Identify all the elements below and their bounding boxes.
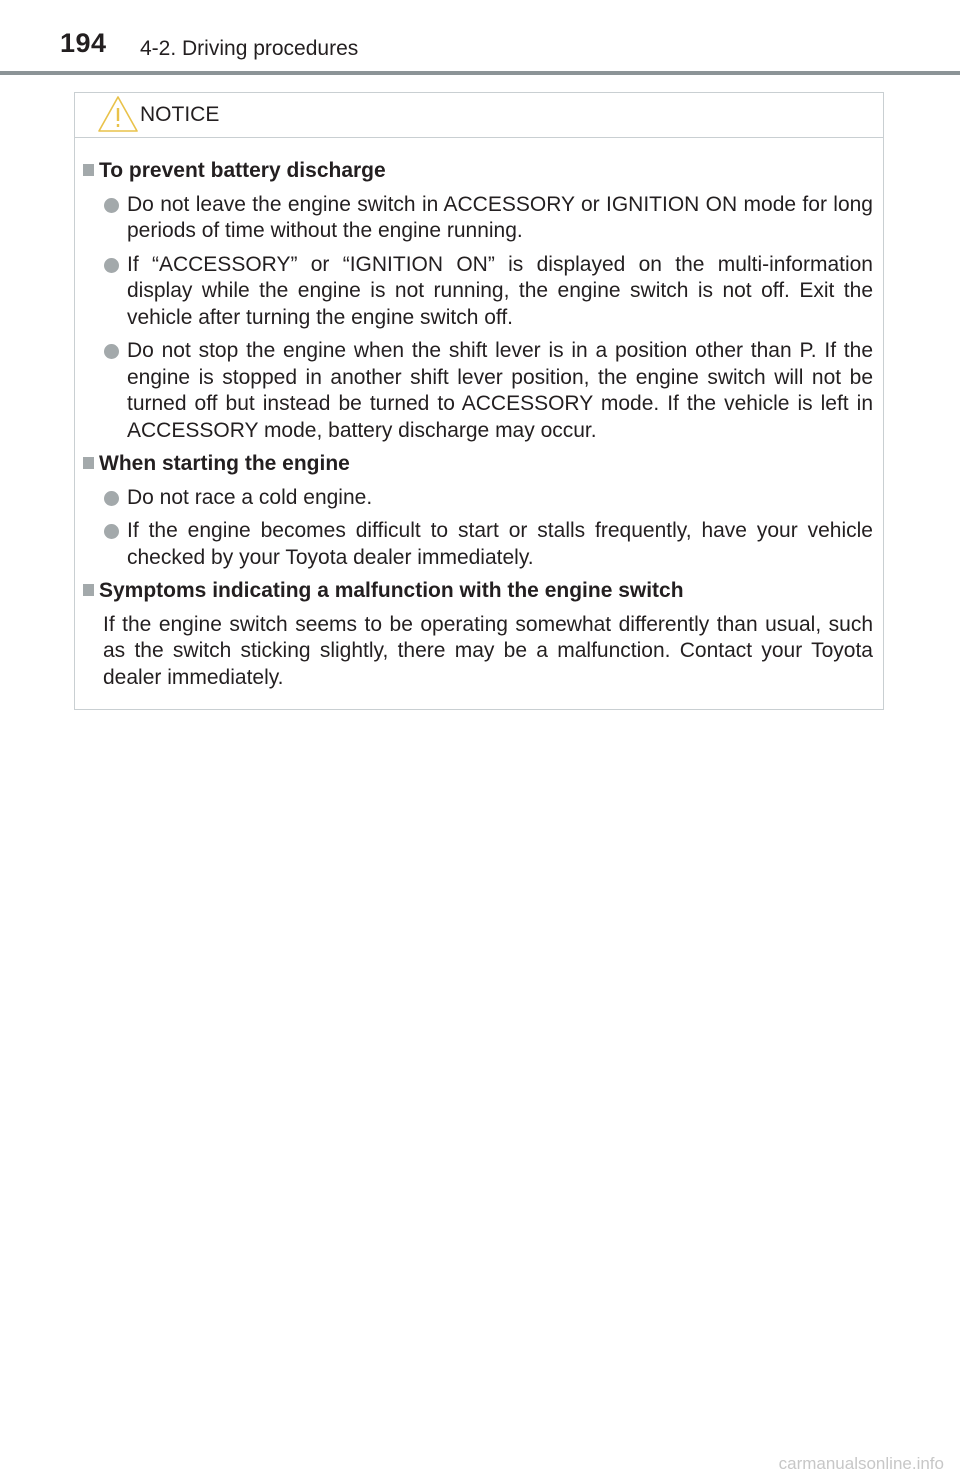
page-number: 194 — [60, 28, 107, 58]
watermark-logo — [726, 1452, 946, 1474]
notice-label: NOTICE — [140, 103, 220, 126]
warning-triangle-icon — [97, 95, 139, 133]
notice-body — [75, 138, 883, 691]
round-bullet-icon — [104, 198, 119, 213]
square-bullet-icon — [83, 584, 94, 596]
round-bullet-icon — [104, 344, 119, 359]
section-title: 4-2. Driving procedures — [140, 37, 359, 60]
notice-header — [75, 93, 883, 138]
square-bullet-icon — [83, 457, 94, 469]
page-header — [0, 0, 960, 76]
notice-box — [74, 92, 884, 710]
notice-paragraph: If the engine switch seems to be operating somewhat differently than usual, such as the switch sticking slightly, there may be a malfunction. Contact your Toyota dealer immediately. — [103, 612, 873, 689]
section-heading: When starting the engine — [103, 451, 873, 478]
list-item: Do not stop the engine when the shift lever is in a position other than P. If the engine is stopped in another shift lever position, the engine switch will not be turned off but instead be turned to ACCESSORY mode. If the vehicle is left in ACCESSORY mode, battery discharge may occur. — [103, 338, 873, 444]
list-item: If “ACCESSORY” or “IGNITION ON” is displayed on the multi-information display while the engine is not running, the engine switch is not off. Exit the vehicle after turning the engine switch off. — [103, 252, 873, 332]
list-item: If the engine becomes difficult to start or stalls frequently, have your vehicle checked by your Toyota dealer immediately. — [103, 518, 873, 571]
watermark-text: carmanualsonline.info — [778, 1454, 944, 1473]
list-item: Do not leave the engine switch in ACCESSORY or IGNITION ON mode for long periods of time without the engine running. — [103, 192, 873, 245]
square-bullet-icon — [83, 164, 94, 176]
round-bullet-icon — [104, 524, 119, 539]
round-bullet-icon — [104, 491, 119, 506]
section-heading: To prevent battery discharge — [103, 158, 873, 185]
section-heading: Symptoms indicating a malfunction with the engine switch — [103, 578, 873, 605]
header-rule — [0, 71, 960, 75]
round-bullet-icon — [104, 258, 119, 273]
list-item: Do not race a cold engine. — [103, 485, 873, 512]
